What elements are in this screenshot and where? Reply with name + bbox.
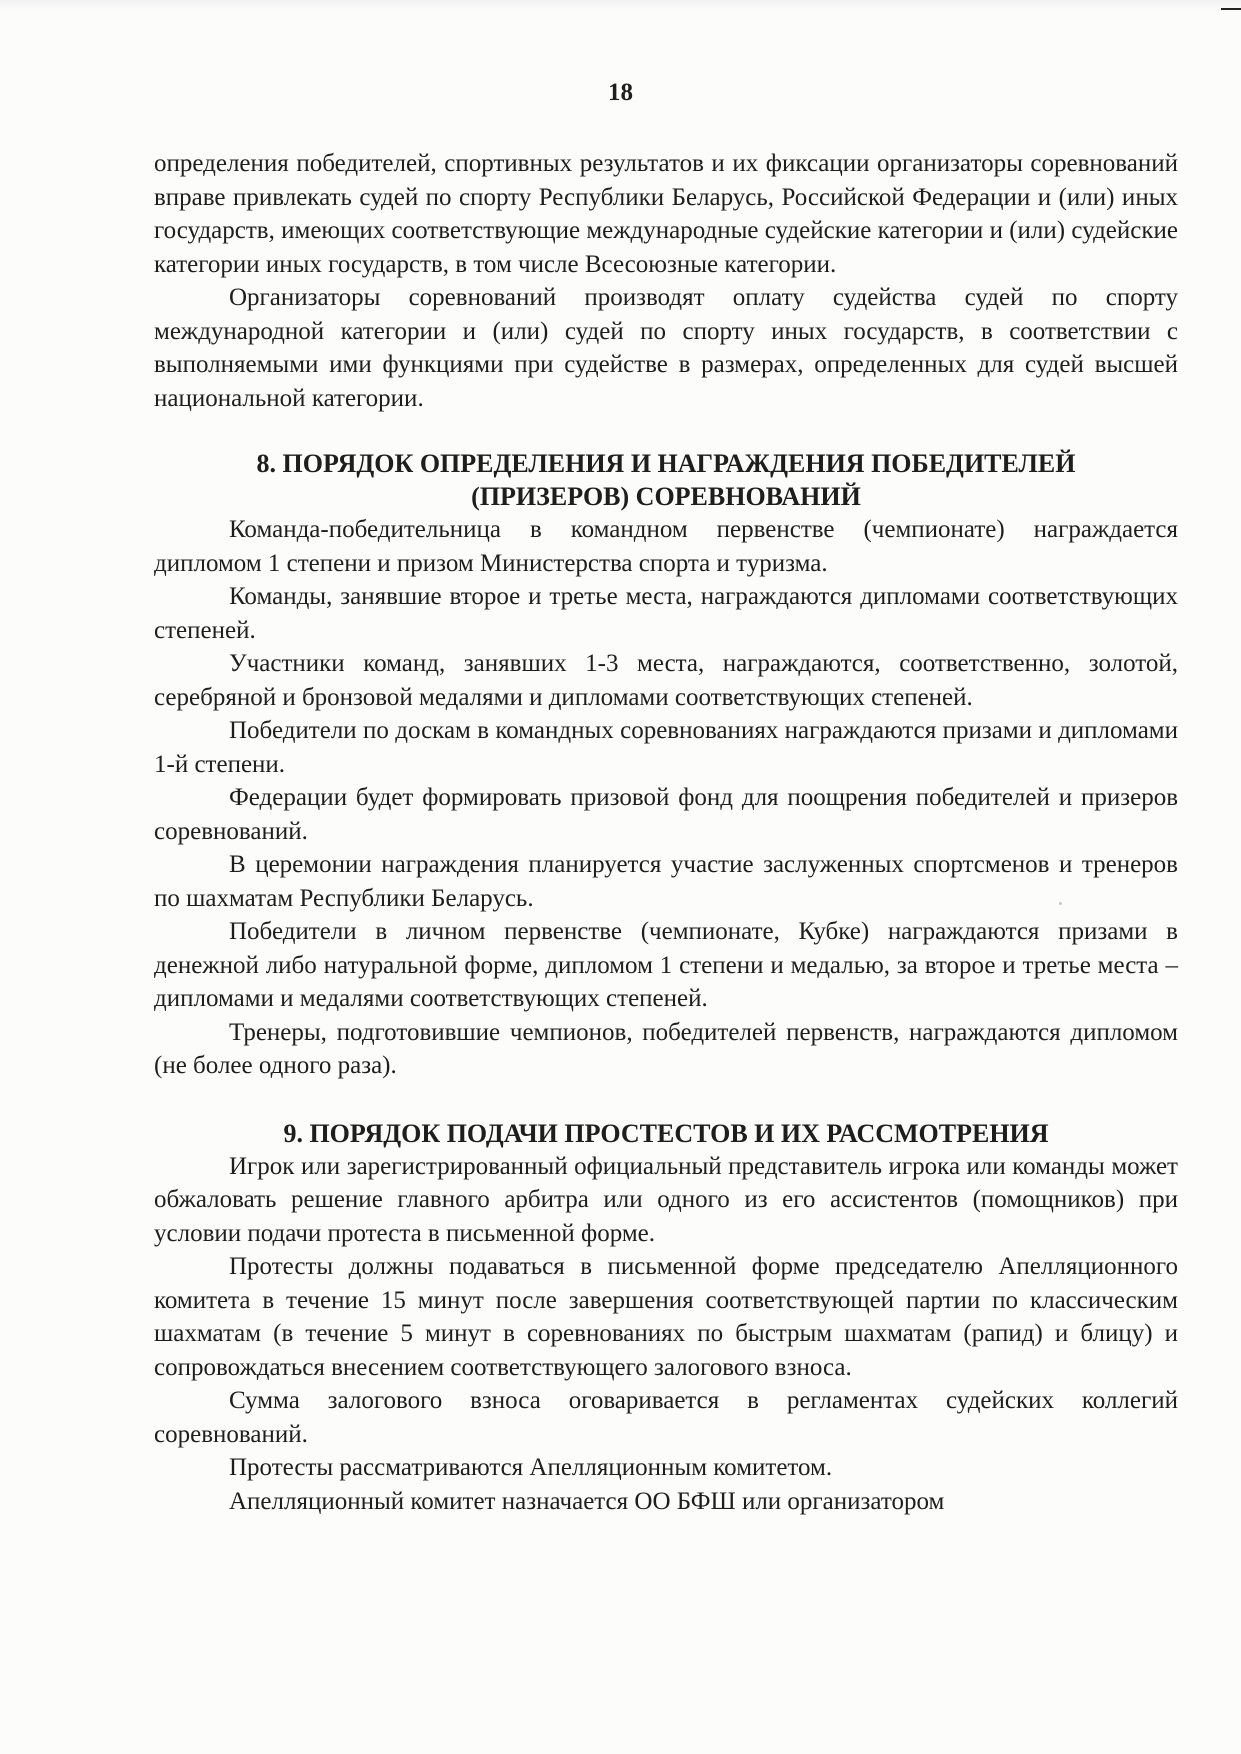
paragraph-judging-payment: Организаторы соревнований производят оплату судейства судей по спорту международной категории и (или) судей по спорту иных государств, в соответствии с выполняемыми ими функциями при судействе в размерах, определенных для судей высшей национальной категории. [154, 284, 1178, 412]
section-8-paragraph: Команды, занявшие второе и третье места, награждаются дипломами соответствующих степеней. [154, 583, 1178, 644]
section-9-paragraph: Игрок или зарегистрированный официальный представитель игрока или команды может обжаловать решение главного арбитра или одного из его ассистентов (помощников) при условии подачи протеста в письменной форме. [154, 1152, 1178, 1247]
section-8-paragraph: Участники команд, занявших 1-3 места, награждаются, соответственно, золотой, серебряной и бронзовой медалями и дипломами соответствующих степеней. [154, 650, 1178, 711]
paragraph-continued: определения победителей, спортивных результатов и их фиксации организаторы соревнований вправе привлекать судей по спорту Республики Беларусь, Российской Федерации и (или) иных государств, имеющих соответствующие международные судейские категории и (или) судейские категории иных государств, в том числе Всесоюзные категории. [154, 150, 1178, 278]
section-9-paragraph: Сумма залогового взноса оговаривается в регламентах судейских коллегий соревнований. [154, 1387, 1178, 1448]
section-8-title [154, 447, 1178, 513]
section-8-paragraph: Федерации будет формировать призовой фонд для поощрения победителей и призеров соревнований. [154, 784, 1178, 845]
scan-top-edge [0, 0, 1241, 10]
section-8-paragraph: Тренеры, подготовившие чемпионов, победителей первенств, награждаются дипломом (не более одного раза). [154, 1018, 1178, 1079]
section-8-paragraph: В церемонии награждения планируется участие заслуженных спортсменов и тренеров по шахматам Республики Беларусь. [154, 851, 1178, 912]
section-8-title-line-1: 8. ПОРЯДОК ОПРЕДЕЛЕНИЯ И НАГРАЖДЕНИЯ ПОБЕДИТЕЛЕЙ [256, 449, 1076, 478]
section-9-paragraph: Протесты рассматриваются Апелляционным комитетом. [229, 1454, 833, 1481]
page-number: 18 [608, 79, 633, 106]
section-8-paragraph: Победители в личном первенстве (чемпионате, Кубке) награждаются призами в денежной либо натуральной форме, дипломом 1 степени и медалью, за второе и третье места – дипломами и медалями соответствующих степеней. [154, 918, 1178, 1012]
section-9-title: 9. ПОРЯДОК ПОДАЧИ ПРОСТЕСТОВ И ИХ РАССМОТРЕНИЯ [283, 1118, 1049, 1148]
document-body [154, 147, 1178, 1518]
section-9-paragraph: Апелляционный комитет назначается ОО БФШ или организатором [229, 1487, 945, 1515]
scan-corner-mark [1221, 8, 1241, 10]
section-8-paragraph: Победители по доскам в командных соревнованиях награждаются призами и дипломами 1-й степени. [154, 717, 1178, 778]
section-8-paragraph: Команда-победительница в командном первенстве (чемпионате) награждается дипломом 1 степени и призом Министерства спорта и туризма. [154, 516, 1178, 577]
section-8-title-line-2: (ПРИЗЕРОВ) СОРЕВНОВАНИЙ [471, 482, 861, 511]
section-9-paragraph: Протесты должны подаваться в письменной форме председателю Апелляционного комитета в течение 15 минут после завершения соответствующей партии по классическим шахматам (в течение 5 минут в соревнованиях по быстрым шахматам (рапид) и блицу) и сопровождаться внесением соответствующего залогового взноса. [154, 1253, 1178, 1381]
